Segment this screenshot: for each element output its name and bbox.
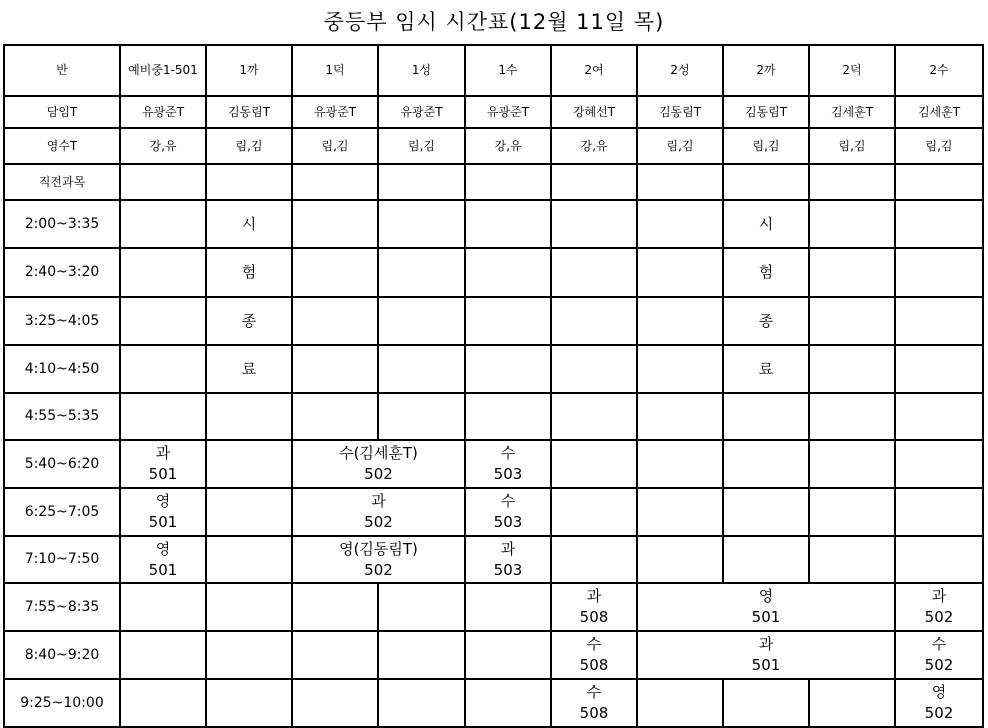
lesson-cell	[465, 536, 551, 583]
empty-cell	[465, 248, 551, 297]
empty-cell	[120, 248, 206, 297]
lesson-subject: 영	[155, 492, 171, 510]
empty-cell	[120, 297, 206, 345]
empty-cell	[637, 440, 723, 488]
exam-cell: 시	[723, 200, 809, 248]
class-header: 1까	[206, 45, 292, 96]
empty-cell	[809, 297, 895, 345]
lesson-room: 503	[493, 465, 523, 483]
lesson-cell	[465, 488, 551, 536]
class-header: 2여	[551, 45, 637, 96]
exam-cell: 험	[206, 248, 292, 297]
class-header: 2덕	[809, 45, 895, 96]
exam-cell: 시	[206, 200, 292, 248]
period-row	[4, 440, 983, 488]
lesson-room: 501	[148, 465, 178, 483]
empty-cell	[292, 164, 378, 200]
class-header: 1덕	[292, 45, 378, 96]
row-label-prev-subject: 직전과목	[4, 164, 120, 200]
time-label: 6:25~7:05	[4, 488, 120, 536]
homeroom-row	[4, 96, 983, 128]
empty-cell	[465, 631, 551, 679]
empty-cell	[292, 248, 378, 297]
exam-cell: 료	[723, 345, 809, 393]
class-header: 2수	[895, 45, 983, 96]
lesson-cell	[292, 440, 465, 488]
empty-cell	[723, 164, 809, 200]
lesson-cell	[551, 679, 637, 727]
teacher-cell: 림,김	[723, 128, 809, 164]
lesson-cell	[551, 583, 637, 631]
empty-cell	[292, 583, 378, 631]
empty-cell	[637, 164, 723, 200]
empty-cell	[120, 631, 206, 679]
empty-cell	[378, 248, 465, 297]
period-row	[4, 248, 983, 297]
empty-cell	[292, 200, 378, 248]
empty-cell	[465, 297, 551, 345]
empty-cell	[551, 488, 637, 536]
empty-cell	[378, 164, 465, 200]
empty-cell	[551, 248, 637, 297]
empty-cell	[637, 536, 723, 583]
class-header: 2까	[723, 45, 809, 96]
empty-cell	[292, 345, 378, 393]
empty-cell	[378, 583, 465, 631]
teacher-cell: 림,김	[637, 128, 723, 164]
empty-cell	[895, 393, 983, 440]
lesson-room: 502	[364, 465, 393, 483]
period-row	[4, 345, 983, 393]
empty-cell	[551, 440, 637, 488]
lesson-subject: 영	[758, 587, 774, 605]
class-header: 2성	[637, 45, 723, 96]
time-label: 9:25~10:00	[4, 679, 120, 727]
period-row	[4, 536, 983, 583]
lesson-cell	[895, 583, 983, 631]
exam-cell: 종	[723, 297, 809, 345]
empty-cell	[465, 345, 551, 393]
exam-cell: 험	[723, 248, 809, 297]
empty-cell	[637, 345, 723, 393]
empty-cell	[206, 440, 292, 488]
lesson-subject: 영(김동림T)	[339, 539, 418, 558]
lesson-room: 502	[924, 656, 954, 674]
empty-cell	[809, 393, 895, 440]
math-english-row	[4, 128, 983, 164]
homeroom-cell: 유광준T	[292, 96, 378, 128]
time-label: 8:40~9:20	[4, 631, 120, 679]
empty-cell	[206, 679, 292, 727]
lesson-cell	[895, 679, 983, 727]
empty-cell	[378, 393, 465, 440]
lesson-subject: 과	[758, 635, 774, 653]
teacher-cell: 강,유	[120, 128, 206, 164]
empty-cell	[465, 200, 551, 248]
lesson-cell	[637, 583, 895, 631]
timetable	[3, 44, 984, 728]
period-row	[4, 679, 983, 727]
time-label: 5:40~6:20	[4, 440, 120, 488]
empty-cell	[378, 345, 465, 393]
empty-cell	[206, 164, 292, 200]
lesson-subject: 수	[931, 635, 947, 653]
time-label: 3:25~4:05	[4, 297, 120, 345]
lesson-room: 503	[493, 560, 523, 579]
empty-cell	[206, 488, 292, 536]
empty-cell	[206, 631, 292, 679]
empty-cell	[895, 297, 983, 345]
empty-cell	[723, 536, 809, 583]
empty-cell	[723, 440, 809, 488]
empty-cell	[895, 200, 983, 248]
empty-cell	[895, 536, 983, 583]
lesson-room: 508	[579, 704, 609, 722]
empty-cell	[895, 488, 983, 536]
empty-cell	[637, 200, 723, 248]
lesson-subject: 과	[586, 587, 602, 605]
lesson-cell	[637, 631, 895, 679]
empty-cell	[809, 164, 895, 200]
empty-cell	[378, 679, 465, 727]
empty-cell	[378, 297, 465, 345]
empty-cell	[120, 345, 206, 393]
row-label-math-english: 영수T	[4, 128, 120, 164]
homeroom-cell: 유광준T	[465, 96, 551, 128]
lesson-subject: 수	[586, 683, 602, 701]
homeroom-cell: 김세훈T	[895, 96, 983, 128]
class-header: 1성	[378, 45, 465, 96]
lesson-cell	[551, 631, 637, 679]
lesson-cell	[120, 536, 206, 583]
lesson-room: 502	[924, 608, 954, 626]
empty-cell	[120, 393, 206, 440]
empty-cell	[637, 488, 723, 536]
empty-cell	[551, 200, 637, 248]
lesson-subject: 영	[155, 539, 171, 558]
lesson-room: 502	[364, 560, 393, 579]
empty-cell	[292, 297, 378, 345]
period-row	[4, 583, 983, 631]
lesson-cell	[465, 440, 551, 488]
empty-cell	[120, 164, 206, 200]
empty-cell	[809, 440, 895, 488]
empty-cell	[206, 393, 292, 440]
homeroom-cell: 유광준T	[120, 96, 206, 128]
lesson-room: 501	[751, 656, 781, 674]
lesson-cell	[120, 440, 206, 488]
empty-cell	[206, 536, 292, 583]
period-row	[4, 297, 983, 345]
empty-cell	[809, 200, 895, 248]
empty-cell	[637, 297, 723, 345]
empty-cell	[809, 679, 895, 727]
empty-cell	[120, 583, 206, 631]
homeroom-cell: 유광준T	[378, 96, 465, 128]
teacher-cell: 강,유	[551, 128, 637, 164]
prev-subject-row	[4, 164, 983, 200]
lesson-room: 502	[924, 704, 954, 722]
empty-cell	[723, 679, 809, 727]
empty-cell	[895, 248, 983, 297]
empty-cell	[723, 488, 809, 536]
lesson-subject: 수	[586, 635, 602, 653]
empty-cell	[895, 440, 983, 488]
lesson-cell	[895, 631, 983, 679]
teacher-cell: 림,김	[895, 128, 983, 164]
lesson-cell	[120, 488, 206, 536]
lesson-subject: 수	[500, 444, 516, 462]
empty-cell	[551, 536, 637, 583]
lesson-subject: 영	[931, 683, 947, 701]
empty-cell	[465, 164, 551, 200]
homeroom-cell: 김동림T	[206, 96, 292, 128]
teacher-cell: 림,김	[378, 128, 465, 164]
lesson-subject: 과	[500, 539, 516, 558]
class-header: 예비중1-501	[120, 45, 206, 96]
period-row	[4, 393, 983, 440]
lesson-cell	[292, 488, 465, 536]
empty-cell	[551, 393, 637, 440]
empty-cell	[551, 164, 637, 200]
period-row	[4, 200, 983, 248]
period-row	[4, 488, 983, 536]
teacher-cell: 림,김	[206, 128, 292, 164]
lesson-room: 508	[579, 656, 609, 674]
lesson-subject: 수	[500, 492, 516, 510]
empty-cell	[465, 393, 551, 440]
empty-cell	[809, 248, 895, 297]
empty-cell	[378, 200, 465, 248]
empty-cell	[120, 200, 206, 248]
teacher-cell: 강,유	[465, 128, 551, 164]
empty-cell	[895, 345, 983, 393]
class-header: 1수	[465, 45, 551, 96]
lesson-room: 501	[148, 560, 178, 579]
lesson-room: 501	[148, 513, 178, 531]
row-label-class: 반	[4, 45, 120, 96]
time-label: 4:55~5:35	[4, 393, 120, 440]
empty-cell	[465, 679, 551, 727]
time-label: 4:10~4:50	[4, 345, 120, 393]
teacher-cell: 림,김	[292, 128, 378, 164]
time-label: 2:00~3:35	[4, 200, 120, 248]
empty-cell	[809, 345, 895, 393]
empty-cell	[809, 536, 895, 583]
lesson-room: 501	[751, 608, 781, 626]
row-label-homeroom: 담임T	[4, 96, 120, 128]
empty-cell	[895, 164, 983, 200]
empty-cell	[465, 583, 551, 631]
lesson-room: 502	[364, 513, 393, 531]
lesson-subject: 수(김세훈T)	[339, 444, 418, 462]
lesson-subject: 과	[371, 492, 386, 510]
empty-cell	[292, 679, 378, 727]
homeroom-cell: 김동림T	[637, 96, 723, 128]
time-label: 7:10~7:50	[4, 536, 120, 583]
page-title: 중등부 임시 시간표(12월 11일 목)	[323, 10, 665, 34]
class-row	[4, 45, 983, 96]
lesson-subject: 과	[931, 587, 947, 605]
empty-cell	[723, 393, 809, 440]
homeroom-cell: 강혜선T	[551, 96, 637, 128]
period-row	[4, 631, 983, 679]
empty-cell	[637, 248, 723, 297]
time-label: 2:40~3:20	[4, 248, 120, 297]
exam-cell: 종	[206, 297, 292, 345]
empty-cell	[120, 679, 206, 727]
empty-cell	[378, 631, 465, 679]
empty-cell	[292, 631, 378, 679]
exam-cell: 료	[206, 345, 292, 393]
homeroom-cell: 김동림T	[723, 96, 809, 128]
empty-cell	[551, 345, 637, 393]
teacher-cell: 림,김	[809, 128, 895, 164]
empty-cell	[637, 393, 723, 440]
empty-cell	[292, 393, 378, 440]
time-label: 7:55~8:35	[4, 583, 120, 631]
lesson-room: 503	[493, 513, 523, 531]
empty-cell	[551, 297, 637, 345]
homeroom-cell: 김세훈T	[809, 96, 895, 128]
lesson-subject: 과	[155, 444, 171, 462]
empty-cell	[206, 583, 292, 631]
lesson-cell	[292, 536, 465, 583]
empty-cell	[809, 488, 895, 536]
lesson-room: 508	[579, 608, 609, 626]
empty-cell	[637, 679, 723, 727]
